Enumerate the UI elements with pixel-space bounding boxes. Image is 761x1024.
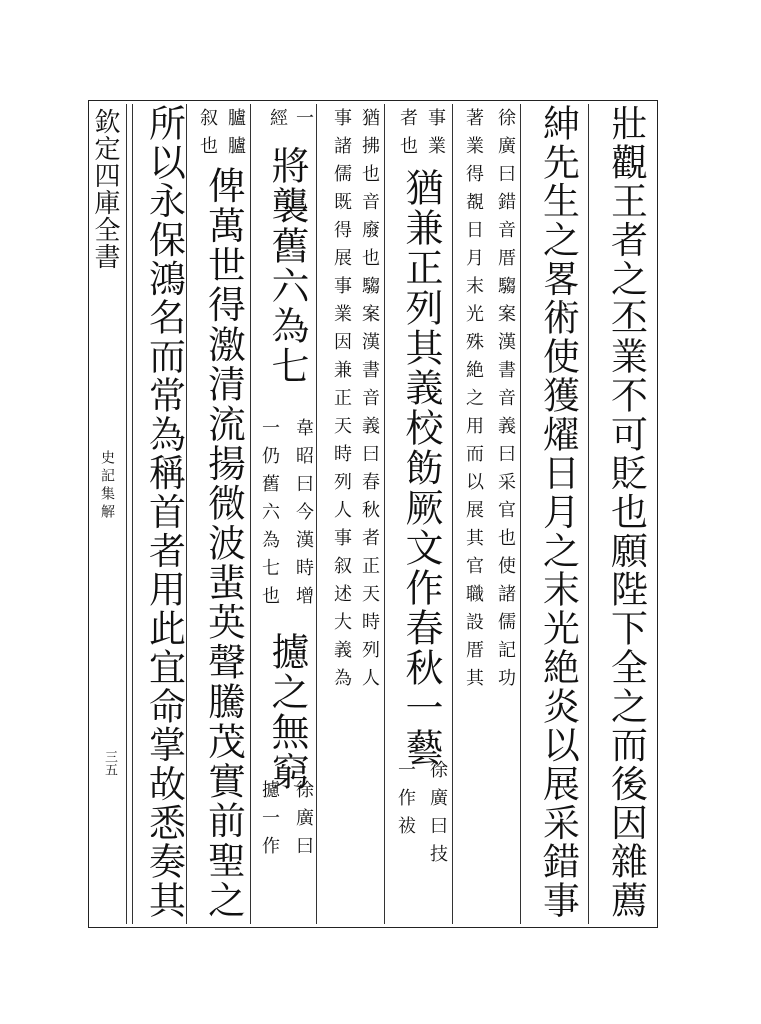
column-divider (384, 104, 385, 924)
text-column-8: 所以永保鴻名而常為稱首者用此宜命掌故悉奏其 (143, 104, 186, 920)
book-title: 史記集解 (99, 450, 115, 522)
note-column-4a: 者也 (397, 108, 418, 164)
note-column-5a: 事諸儒既得展事業因兼正天時列人事叙述大義為 (331, 108, 352, 696)
note-column-5b: 猶拂也音廢也騶案漢書音義曰春秋者正天時列人 (359, 108, 380, 696)
text-column-6: 將襲舊六為七 (265, 146, 309, 386)
note-column-6d: 韋昭曰今漢時增 (293, 418, 314, 614)
column-divider (520, 104, 521, 924)
column-divider (186, 104, 187, 924)
note-column-6c: 一仍舊六為七也 (259, 418, 280, 614)
note-column-4c: 一作祓 (395, 760, 416, 844)
note-column-3a: 著業得覩日月末光殊絶之用而以展其官職設厝其 (463, 108, 484, 696)
column-divider (452, 104, 453, 924)
text-column-2: 紳先生之畧術使獲燿日月之末光絶炎以展采錯事 (537, 104, 580, 920)
column-divider (316, 104, 317, 924)
note-column-6f: 徐廣曰 (293, 780, 314, 864)
note-column-6a: 經 (267, 108, 288, 136)
text-column-4: 猶兼正列其義校飭厥文作春秋一藝 (399, 168, 443, 768)
note-column-4b: 事業 (425, 108, 446, 164)
column-divider (588, 104, 589, 924)
note-column-6e: 攄一作 (259, 780, 280, 864)
text-column-1: 壯觀王者之丕業不可貶也願陛下全之而後因雜薦 (605, 104, 648, 920)
column-divider (250, 104, 251, 924)
note-column-3b: 徐廣曰錯音厝騶案漢書音義曰采官也使諸儒記功 (495, 108, 516, 696)
note-column-4d: 徐廣曰技 (427, 760, 448, 872)
column-divider (126, 104, 127, 924)
note-column-7b: 臚臚 (225, 108, 246, 164)
collection-title: 欽定四庫全書 (90, 108, 120, 270)
column-divider (132, 104, 133, 924)
text-column-7: 俾萬世得激清流揚微波蜚英聲騰茂實前聖之 (202, 166, 246, 920)
text-column-6-cont: 攄之無窮 (265, 632, 309, 792)
note-column-6b: 一 (293, 108, 314, 136)
note-column-7a: 叙也 (197, 108, 218, 164)
page-number: 三五 (102, 750, 117, 776)
